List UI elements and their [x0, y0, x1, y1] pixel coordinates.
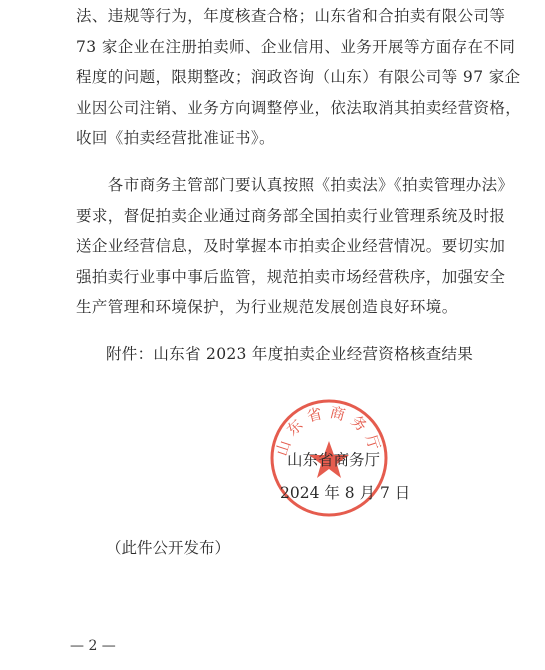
body-paragraph-2 [76, 170, 514, 323]
paragraph-line: 业因公司注销、业务方向调整停业，依法取消其拍卖经营资格， [76, 98, 522, 117]
paragraph-line: 法、违规等行为，年度核查合格；山东省和合拍卖有限公司等 [76, 7, 506, 25]
paragraph-line: 要求，督促拍卖企业通过商务部全国拍卖行业管理系统及时报 [76, 206, 506, 225]
issuer-signature: 山东省商务厅 [287, 451, 381, 469]
paragraph-line: 强拍卖行业事中事后监管，规范拍卖市场经营秩序，加强安全 [76, 267, 506, 286]
svg-text:山东省商务厅: 山东省商务厅 [272, 403, 386, 459]
page-number: — 2 — [70, 638, 116, 654]
paragraph-line: 73 家企业在注册拍卖师、企业信用、业务开展等方面存在不同 [76, 37, 516, 56]
public-release-note: （此件公开发布） [106, 539, 231, 557]
issue-date: 2024 年 8 月 7 日 [280, 484, 411, 502]
paragraph-line: 程度的问题，限期整改；润政咨询（山东）有限公司等 97 家企 [76, 68, 521, 86]
paragraph-line: 送企业经营信息，及时掌握本市拍卖企业经营情况。要切实加 [76, 237, 506, 255]
paragraph-line: 各市商务主管部门要认真按照《拍卖法》《拍卖管理办法》 [76, 176, 514, 194]
paragraph-line: 收回《拍卖经营批准证书》。 [76, 129, 275, 147]
body-paragraph-1 [76, 1, 522, 154]
attachment-note: 附件：山东省 2023 年度拍卖企业经营资格核查结果 [106, 345, 474, 363]
paragraph-line: 生产管理和环境保护，为行业规范发展创造良好环境。 [76, 298, 458, 316]
